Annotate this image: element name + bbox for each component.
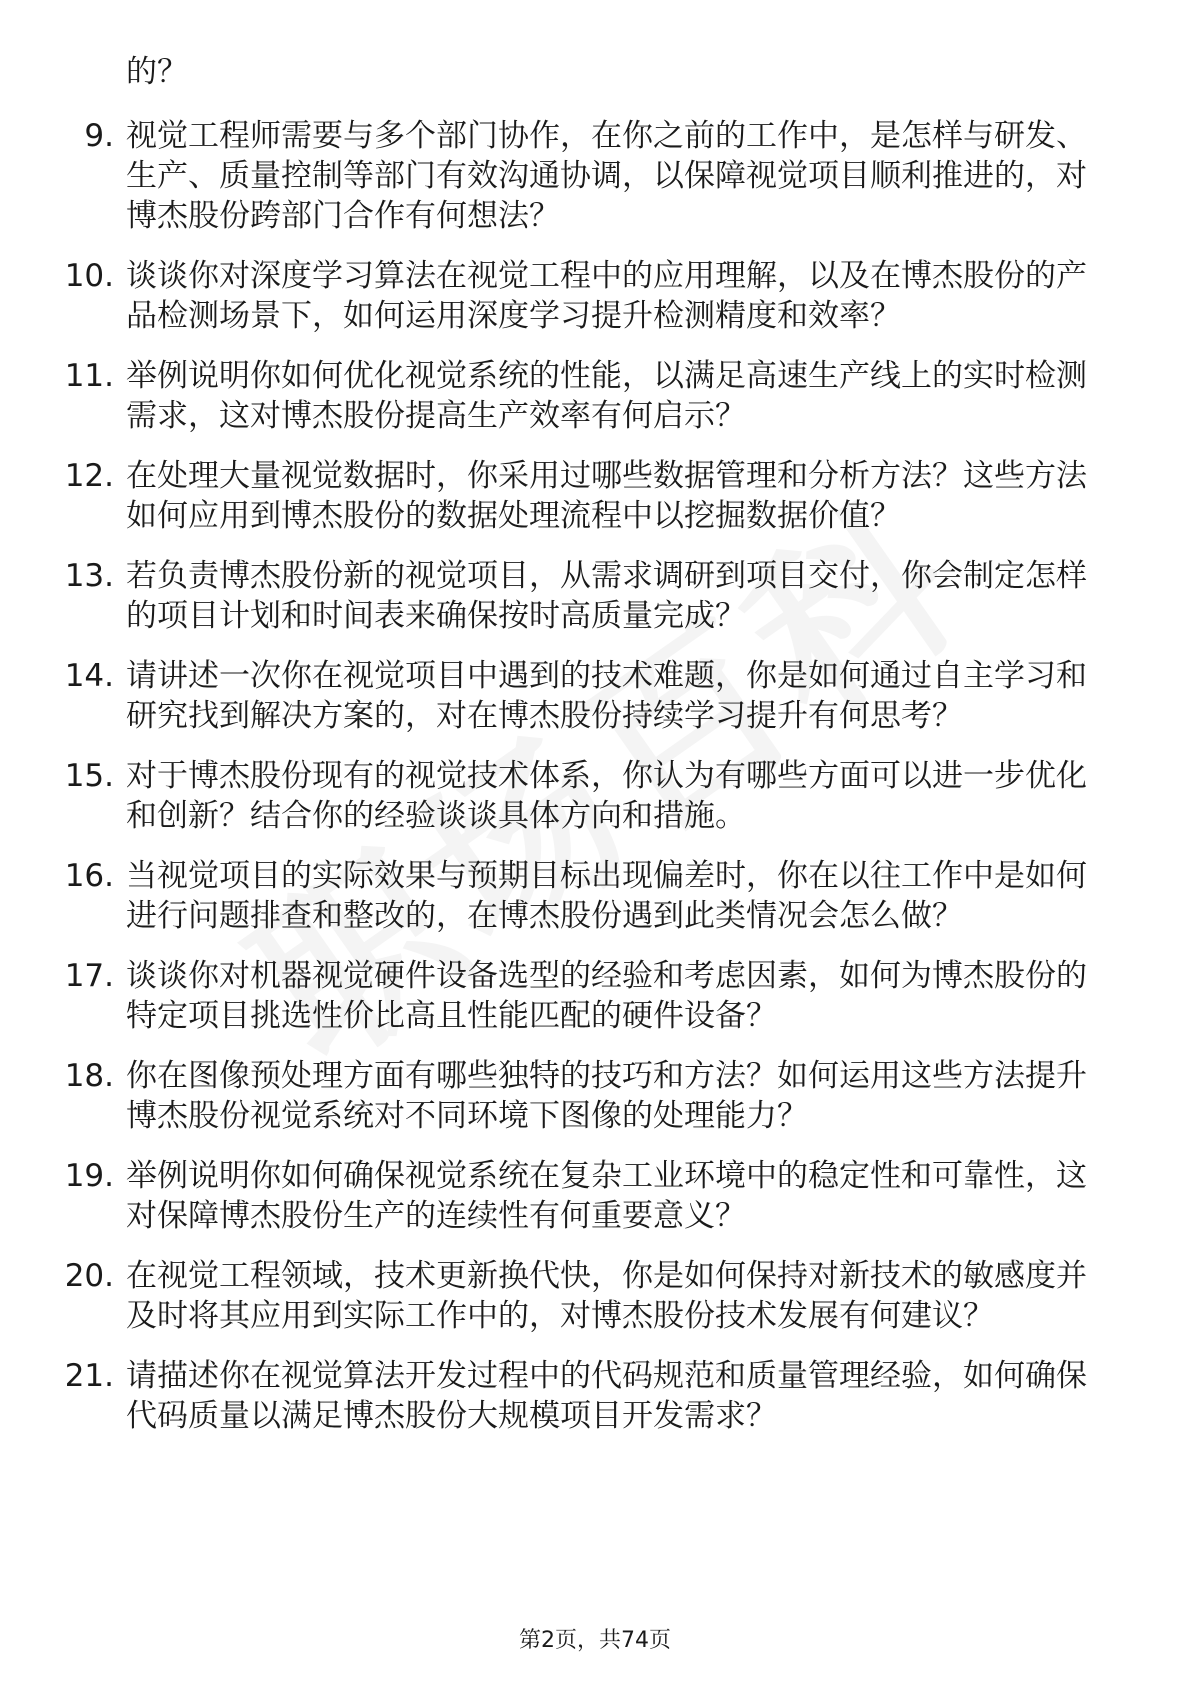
question-item <box>0 1356 1190 1436</box>
question-item <box>0 956 1190 1036</box>
question-item <box>0 356 1190 436</box>
question-item <box>0 556 1190 636</box>
question-text: 谈谈你对深度学习算法在视觉工程中的应用理解，以及在博杰股份的产品检测场景下，如何运用深度学习提升检测精度和效率？ <box>126 258 1087 334</box>
question-item <box>0 1156 1190 1236</box>
question-item <box>0 256 1190 336</box>
question-item <box>0 856 1190 936</box>
question-text: 在处理大量视觉数据时，你采用过哪些数据管理和分析方法？这些方法如何应用到博杰股份的数据处理流程中以挖掘数据价值？ <box>126 458 1087 534</box>
question-item <box>0 1256 1190 1336</box>
question-number: 14. <box>64 658 114 694</box>
question-text: 你在图像预处理方面有哪些独特的技巧和方法？如何运用这些方法提升博杰股份视觉系统对不同环境下图像的处理能力？ <box>126 1058 1087 1134</box>
question-number: 17. <box>64 958 114 994</box>
page-footer: 第2页，共74页 <box>519 1628 671 1653</box>
continued-text: 的？ <box>126 54 188 90</box>
question-text: 举例说明你如何优化视觉系统的性能，以满足高速生产线上的实时检测需求，这对博杰股份提高生产效率有何启示？ <box>126 358 1087 434</box>
question-text: 谈谈你对机器视觉硬件设备选型的经验和考虑因素，如何为博杰股份的特定项目挑选性价比高且性能匹配的硬件设备？ <box>126 958 1087 1034</box>
question-text: 请描述你在视觉算法开发过程中的代码规范和质量管理经验，如何确保代码质量以满足博杰股份大规模项目开发需求？ <box>126 1358 1087 1434</box>
question-number: 13. <box>64 558 114 594</box>
question-text: 举例说明你如何确保视觉系统在复杂工业环境中的稳定性和可靠性，这对保障博杰股份生产的连续性有何重要意义？ <box>126 1158 1087 1234</box>
question-item <box>0 456 1190 536</box>
question-text: 若负责博杰股份新的视觉项目，从需求调研到项目交付，你会制定怎样的项目计划和时间表来确保按时高质量完成？ <box>126 558 1087 634</box>
question-number: 21. <box>64 1358 114 1394</box>
question-number: 18. <box>64 1058 114 1094</box>
question-number: 9. <box>84 118 114 154</box>
question-item <box>0 1056 1190 1136</box>
question-text: 当视觉项目的实际效果与预期目标出现偏差时，你在以往工作中是如何进行问题排查和整改的，在博杰股份遇到此类情况会怎么做？ <box>126 858 1087 934</box>
question-list <box>0 116 1190 1456</box>
question-text: 对于博杰股份现有的视觉技术体系，你认为有哪些方面可以进一步优化和创新？结合你的经验谈谈具体方向和措施。 <box>126 758 1087 834</box>
question-number: 16. <box>64 858 114 894</box>
question-number: 11. <box>64 358 114 394</box>
question-text: 在视觉工程领域，技术更新换代快，你是如何保持对新技术的敏感度并及时将其应用到实际工作中的，对博杰股份技术发展有何建议？ <box>126 1258 1087 1334</box>
question-number: 19. <box>64 1158 114 1194</box>
question-item <box>0 756 1190 836</box>
question-number: 20. <box>64 1258 114 1294</box>
question-text: 请讲述一次你在视觉项目中遇到的技术难题，你是如何通过自主学习和研究找到解决方案的，对在博杰股份持续学习提升有何思考？ <box>126 658 1087 734</box>
question-number: 12. <box>64 458 114 494</box>
question-item <box>0 656 1190 736</box>
question-number: 10. <box>64 258 114 294</box>
question-number: 15. <box>64 758 114 794</box>
question-text: 视觉工程师需要与多个部门协作，在你之前的工作中，是怎样与研发、生产、质量控制等部门有效沟通协调，以保障视觉项目顺利推进的，对博杰股份跨部门合作有何想法？ <box>126 118 1087 234</box>
question-item <box>0 116 1190 236</box>
